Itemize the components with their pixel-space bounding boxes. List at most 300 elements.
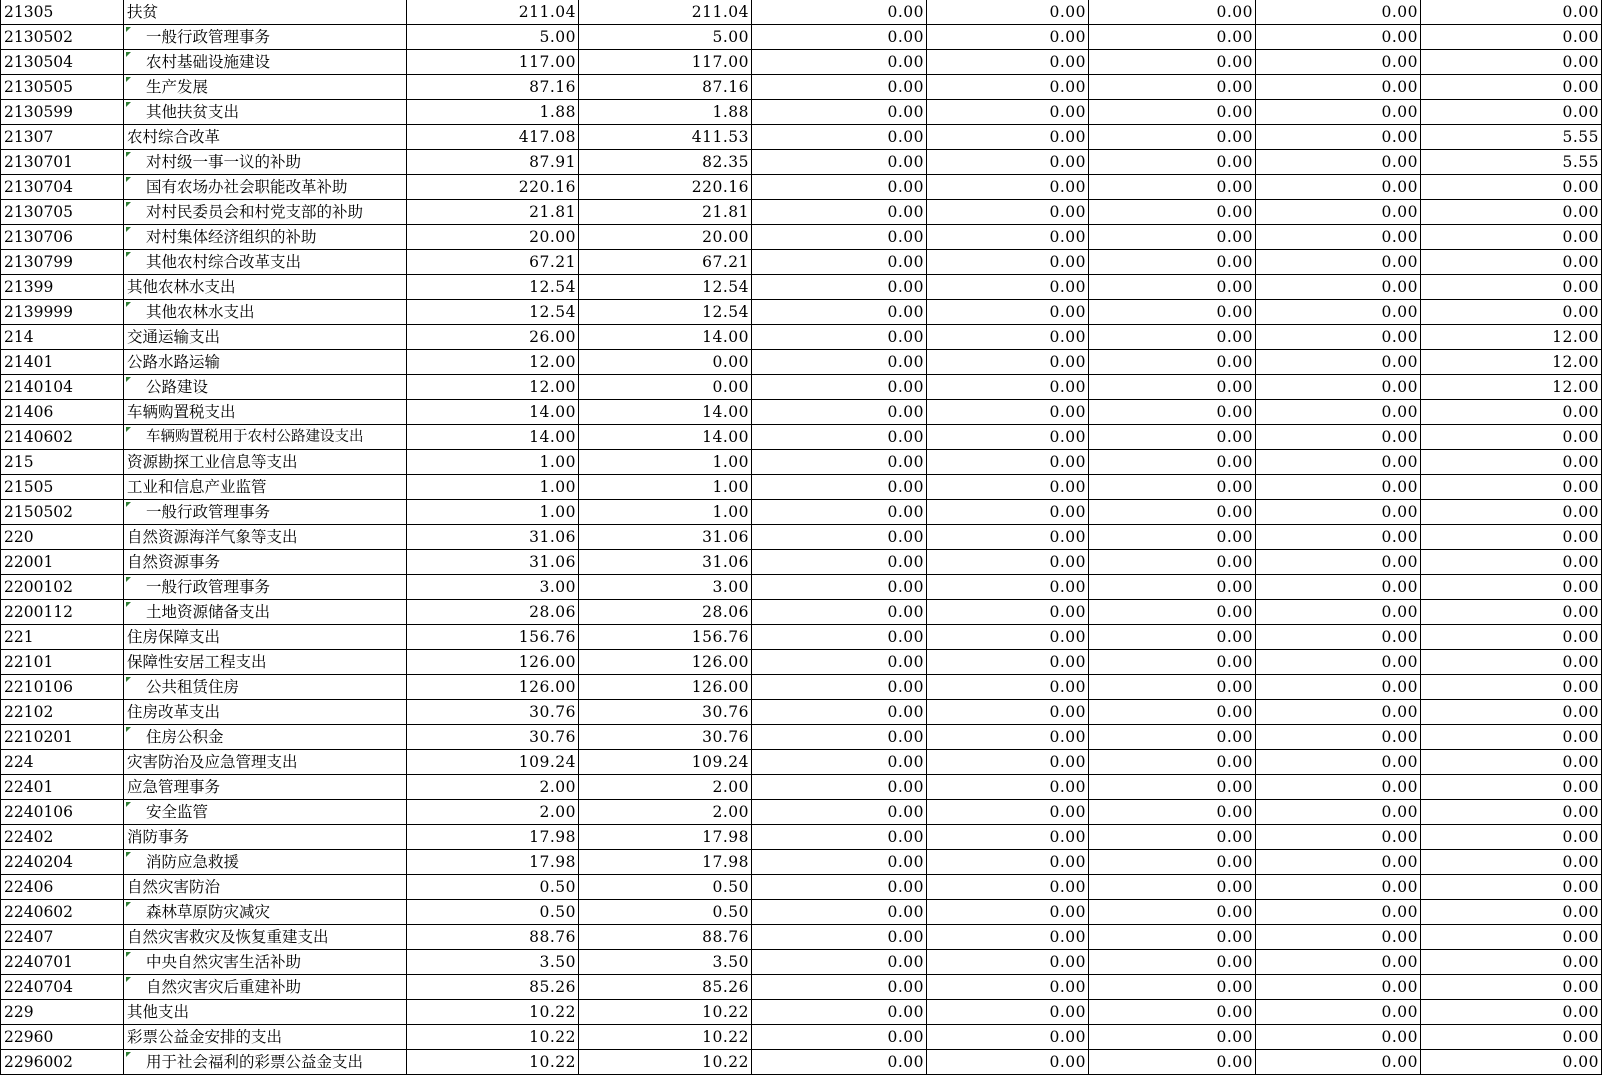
subject-name-cell[interactable]: 对村集体经济组织的补助 (124, 225, 407, 250)
col-3-cell[interactable]: 0.00 (752, 175, 927, 200)
col-3-cell[interactable]: 0.00 (752, 1050, 927, 1075)
col-7-cell[interactable]: 0.00 (1421, 175, 1602, 200)
col-6-cell[interactable]: 0.00 (1256, 75, 1421, 100)
total-amount-cell[interactable]: 12.00 (407, 375, 579, 400)
col-3-cell[interactable]: 0.00 (752, 800, 927, 825)
col-6-cell[interactable]: 0.00 (1256, 175, 1421, 200)
col-7-cell[interactable]: 0.00 (1421, 575, 1602, 600)
subject-name-cell[interactable]: 自然资源事务 (124, 550, 407, 575)
col-5-cell[interactable]: 0.00 (1089, 1000, 1256, 1025)
col-3-cell[interactable]: 0.00 (752, 525, 927, 550)
subject-name-cell[interactable]: 对村民委员会和村党支部的补助 (124, 200, 407, 225)
col-6-cell[interactable]: 0.00 (1256, 975, 1421, 1000)
subject-code-cell[interactable]: 221 (1, 625, 124, 650)
subject-name-cell[interactable]: 一般行政管理事务 (124, 25, 407, 50)
col-6-cell[interactable]: 0.00 (1256, 675, 1421, 700)
subject-code-cell[interactable]: 21406 (1, 400, 124, 425)
subject-code-cell[interactable]: 2130705 (1, 200, 124, 225)
total-amount-cell[interactable]: 31.06 (407, 525, 579, 550)
total-amount-cell[interactable]: 1.00 (407, 500, 579, 525)
subject-code-cell[interactable]: 2240106 (1, 800, 124, 825)
col-5-cell[interactable]: 0.00 (1089, 475, 1256, 500)
col-7-cell[interactable]: 0.00 (1421, 500, 1602, 525)
col-4-cell[interactable]: 0.00 (927, 300, 1089, 325)
col-6-cell[interactable]: 0.00 (1256, 125, 1421, 150)
col-5-cell[interactable]: 0.00 (1089, 550, 1256, 575)
total-amount-cell[interactable]: 10.22 (407, 1000, 579, 1025)
subject-name-cell[interactable]: 一般行政管理事务 (124, 575, 407, 600)
col-4-cell[interactable]: 0.00 (927, 250, 1089, 275)
subject-code-cell[interactable]: 2210201 (1, 725, 124, 750)
col-4-cell[interactable]: 0.00 (927, 775, 1089, 800)
col-3-cell[interactable]: 0.00 (752, 825, 927, 850)
basic-expense-cell[interactable]: 85.26 (579, 975, 752, 1000)
col-6-cell[interactable]: 0.00 (1256, 475, 1421, 500)
col-7-cell[interactable]: 0.00 (1421, 775, 1602, 800)
col-4-cell[interactable]: 0.00 (927, 0, 1089, 25)
col-7-cell[interactable]: 0.00 (1421, 275, 1602, 300)
col-4-cell[interactable]: 0.00 (927, 550, 1089, 575)
col-7-cell[interactable]: 0.00 (1421, 1050, 1602, 1075)
basic-expense-cell[interactable]: 211.04 (579, 0, 752, 25)
col-5-cell[interactable]: 0.00 (1089, 500, 1256, 525)
col-7-cell[interactable]: 0.00 (1421, 650, 1602, 675)
col-5-cell[interactable]: 0.00 (1089, 450, 1256, 475)
subject-code-cell[interactable]: 22101 (1, 650, 124, 675)
col-7-cell[interactable]: 0.00 (1421, 525, 1602, 550)
subject-code-cell[interactable]: 2130505 (1, 75, 124, 100)
col-5-cell[interactable]: 0.00 (1089, 300, 1256, 325)
col-6-cell[interactable]: 0.00 (1256, 625, 1421, 650)
col-4-cell[interactable]: 0.00 (927, 150, 1089, 175)
subject-name-cell[interactable]: 彩票公益金安排的支出 (124, 1025, 407, 1050)
col-3-cell[interactable]: 0.00 (752, 550, 927, 575)
basic-expense-cell[interactable]: 20.00 (579, 225, 752, 250)
basic-expense-cell[interactable]: 82.35 (579, 150, 752, 175)
col-3-cell[interactable]: 0.00 (752, 650, 927, 675)
subject-name-cell[interactable]: 农村综合改革 (124, 125, 407, 150)
col-4-cell[interactable]: 0.00 (927, 450, 1089, 475)
col-3-cell[interactable]: 0.00 (752, 500, 927, 525)
col-3-cell[interactable]: 0.00 (752, 575, 927, 600)
col-5-cell[interactable]: 0.00 (1089, 250, 1256, 275)
col-5-cell[interactable]: 0.00 (1089, 325, 1256, 350)
col-4-cell[interactable]: 0.00 (927, 175, 1089, 200)
col-5-cell[interactable]: 0.00 (1089, 150, 1256, 175)
col-3-cell[interactable]: 0.00 (752, 0, 927, 25)
col-5-cell[interactable]: 0.00 (1089, 950, 1256, 975)
basic-expense-cell[interactable]: 2.00 (579, 800, 752, 825)
col-7-cell[interactable]: 0.00 (1421, 200, 1602, 225)
total-amount-cell[interactable]: 417.08 (407, 125, 579, 150)
basic-expense-cell[interactable]: 67.21 (579, 250, 752, 275)
col-6-cell[interactable]: 0.00 (1256, 725, 1421, 750)
col-5-cell[interactable]: 0.00 (1089, 375, 1256, 400)
col-3-cell[interactable]: 0.00 (752, 600, 927, 625)
col-4-cell[interactable]: 0.00 (927, 675, 1089, 700)
subject-code-cell[interactable]: 220 (1, 525, 124, 550)
basic-expense-cell[interactable]: 0.50 (579, 875, 752, 900)
basic-expense-cell[interactable]: 126.00 (579, 675, 752, 700)
subject-name-cell[interactable]: 灾害防治及应急管理支出 (124, 750, 407, 775)
col-3-cell[interactable]: 0.00 (752, 875, 927, 900)
col-4-cell[interactable]: 0.00 (927, 100, 1089, 125)
col-3-cell[interactable]: 0.00 (752, 625, 927, 650)
basic-expense-cell[interactable]: 3.50 (579, 950, 752, 975)
col-5-cell[interactable]: 0.00 (1089, 25, 1256, 50)
total-amount-cell[interactable]: 21.81 (407, 200, 579, 225)
col-6-cell[interactable]: 0.00 (1256, 750, 1421, 775)
col-6-cell[interactable]: 0.00 (1256, 800, 1421, 825)
col-4-cell[interactable]: 0.00 (927, 50, 1089, 75)
subject-name-cell[interactable]: 资源勘探工业信息等支出 (124, 450, 407, 475)
subject-name-cell[interactable]: 国有农场办社会职能改革补助 (124, 175, 407, 200)
total-amount-cell[interactable]: 17.98 (407, 825, 579, 850)
col-6-cell[interactable]: 0.00 (1256, 400, 1421, 425)
col-6-cell[interactable]: 0.00 (1256, 925, 1421, 950)
col-3-cell[interactable]: 0.00 (752, 225, 927, 250)
total-amount-cell[interactable]: 5.00 (407, 25, 579, 50)
col-6-cell[interactable]: 0.00 (1256, 875, 1421, 900)
total-amount-cell[interactable]: 87.91 (407, 150, 579, 175)
col-5-cell[interactable]: 0.00 (1089, 225, 1256, 250)
subject-name-cell[interactable]: 公共租赁住房 (124, 675, 407, 700)
col-6-cell[interactable]: 0.00 (1256, 300, 1421, 325)
col-7-cell[interactable]: 0.00 (1421, 100, 1602, 125)
subject-code-cell[interactable]: 22406 (1, 875, 124, 900)
subject-name-cell[interactable]: 土地资源储备支出 (124, 600, 407, 625)
total-amount-cell[interactable]: 10.22 (407, 1025, 579, 1050)
col-6-cell[interactable]: 0.00 (1256, 200, 1421, 225)
subject-code-cell[interactable]: 2296002 (1, 1050, 124, 1075)
basic-expense-cell[interactable]: 1.88 (579, 100, 752, 125)
total-amount-cell[interactable]: 2.00 (407, 775, 579, 800)
subject-code-cell[interactable]: 2130799 (1, 250, 124, 275)
col-7-cell[interactable]: 0.00 (1421, 1000, 1602, 1025)
col-3-cell[interactable]: 0.00 (752, 100, 927, 125)
subject-code-cell[interactable]: 2240704 (1, 975, 124, 1000)
col-4-cell[interactable]: 0.00 (927, 975, 1089, 1000)
subject-code-cell[interactable]: 2140104 (1, 375, 124, 400)
col-7-cell[interactable]: 12.00 (1421, 375, 1602, 400)
col-6-cell[interactable]: 0.00 (1256, 350, 1421, 375)
col-4-cell[interactable]: 0.00 (927, 1025, 1089, 1050)
col-4-cell[interactable]: 0.00 (927, 275, 1089, 300)
col-7-cell[interactable]: 0.00 (1421, 800, 1602, 825)
basic-expense-cell[interactable]: 14.00 (579, 400, 752, 425)
total-amount-cell[interactable]: 1.00 (407, 450, 579, 475)
col-5-cell[interactable]: 0.00 (1089, 750, 1256, 775)
col-6-cell[interactable]: 0.00 (1256, 650, 1421, 675)
col-3-cell[interactable]: 0.00 (752, 1000, 927, 1025)
col-3-cell[interactable]: 0.00 (752, 450, 927, 475)
col-4-cell[interactable]: 0.00 (927, 750, 1089, 775)
basic-expense-cell[interactable]: 1.00 (579, 475, 752, 500)
subject-code-cell[interactable]: 2130504 (1, 50, 124, 75)
col-5-cell[interactable]: 0.00 (1089, 200, 1256, 225)
subject-code-cell[interactable]: 2240701 (1, 950, 124, 975)
subject-name-cell[interactable]: 工业和信息产业监管 (124, 475, 407, 500)
total-amount-cell[interactable]: 31.06 (407, 550, 579, 575)
col-4-cell[interactable]: 0.00 (927, 75, 1089, 100)
subject-name-cell[interactable]: 住房改革支出 (124, 700, 407, 725)
col-6-cell[interactable]: 0.00 (1256, 25, 1421, 50)
total-amount-cell[interactable]: 2.00 (407, 800, 579, 825)
col-7-cell[interactable]: 0.00 (1421, 550, 1602, 575)
total-amount-cell[interactable]: 87.16 (407, 75, 579, 100)
col-7-cell[interactable]: 0.00 (1421, 475, 1602, 500)
basic-expense-cell[interactable]: 12.54 (579, 300, 752, 325)
total-amount-cell[interactable]: 12.54 (407, 300, 579, 325)
subject-name-cell[interactable]: 自然灾害救灾及恢复重建支出 (124, 925, 407, 950)
col-5-cell[interactable]: 0.00 (1089, 50, 1256, 75)
basic-expense-cell[interactable]: 10.22 (579, 1025, 752, 1050)
col-4-cell[interactable]: 0.00 (927, 350, 1089, 375)
col-5-cell[interactable]: 0.00 (1089, 350, 1256, 375)
col-4-cell[interactable]: 0.00 (927, 225, 1089, 250)
subject-code-cell[interactable]: 21305 (1, 0, 124, 25)
col-5-cell[interactable]: 0.00 (1089, 100, 1256, 125)
basic-expense-cell[interactable]: 14.00 (579, 325, 752, 350)
subject-code-cell[interactable]: 2130704 (1, 175, 124, 200)
subject-code-cell[interactable]: 224 (1, 750, 124, 775)
total-amount-cell[interactable]: 26.00 (407, 325, 579, 350)
subject-code-cell[interactable]: 2130701 (1, 150, 124, 175)
subject-name-cell[interactable]: 生产发展 (124, 75, 407, 100)
col-7-cell[interactable]: 0.00 (1421, 1025, 1602, 1050)
col-5-cell[interactable]: 0.00 (1089, 925, 1256, 950)
total-amount-cell[interactable]: 67.21 (407, 250, 579, 275)
subject-code-cell[interactable]: 2140602 (1, 425, 124, 450)
col-4-cell[interactable]: 0.00 (927, 900, 1089, 925)
basic-expense-cell[interactable]: 2.00 (579, 775, 752, 800)
col-6-cell[interactable]: 0.00 (1256, 225, 1421, 250)
col-6-cell[interactable]: 0.00 (1256, 450, 1421, 475)
col-7-cell[interactable]: 0.00 (1421, 725, 1602, 750)
col-3-cell[interactable]: 0.00 (752, 125, 927, 150)
subject-name-cell[interactable]: 消防应急救援 (124, 850, 407, 875)
subject-code-cell[interactable]: 2130599 (1, 100, 124, 125)
col-4-cell[interactable]: 0.00 (927, 625, 1089, 650)
col-4-cell[interactable]: 0.00 (927, 875, 1089, 900)
col-3-cell[interactable]: 0.00 (752, 925, 927, 950)
col-3-cell[interactable]: 0.00 (752, 675, 927, 700)
col-7-cell[interactable]: 0.00 (1421, 675, 1602, 700)
col-7-cell[interactable]: 0.00 (1421, 25, 1602, 50)
col-4-cell[interactable]: 0.00 (927, 1000, 1089, 1025)
col-3-cell[interactable]: 0.00 (752, 275, 927, 300)
subject-name-cell[interactable]: 自然灾害灾后重建补助 (124, 975, 407, 1000)
col-4-cell[interactable]: 0.00 (927, 425, 1089, 450)
col-4-cell[interactable]: 0.00 (927, 925, 1089, 950)
subject-name-cell[interactable]: 其他农林水支出 (124, 300, 407, 325)
col-7-cell[interactable]: 0.00 (1421, 900, 1602, 925)
col-5-cell[interactable]: 0.00 (1089, 575, 1256, 600)
subject-name-cell[interactable]: 车辆购置税用于农村公路建设支出 (124, 425, 407, 450)
col-3-cell[interactable]: 0.00 (752, 425, 927, 450)
total-amount-cell[interactable]: 88.76 (407, 925, 579, 950)
basic-expense-cell[interactable]: 30.76 (579, 725, 752, 750)
basic-expense-cell[interactable]: 17.98 (579, 825, 752, 850)
col-4-cell[interactable]: 0.00 (927, 700, 1089, 725)
col-5-cell[interactable]: 0.00 (1089, 0, 1256, 25)
col-7-cell[interactable]: 0.00 (1421, 50, 1602, 75)
basic-expense-cell[interactable]: 0.00 (579, 350, 752, 375)
basic-expense-cell[interactable]: 31.06 (579, 550, 752, 575)
col-7-cell[interactable]: 0.00 (1421, 250, 1602, 275)
col-6-cell[interactable]: 0.00 (1256, 100, 1421, 125)
col-5-cell[interactable]: 0.00 (1089, 775, 1256, 800)
subject-name-cell[interactable]: 公路水路运输 (124, 350, 407, 375)
basic-expense-cell[interactable]: 0.00 (579, 375, 752, 400)
col-4-cell[interactable]: 0.00 (927, 825, 1089, 850)
col-4-cell[interactable]: 0.00 (927, 950, 1089, 975)
col-7-cell[interactable]: 5.55 (1421, 125, 1602, 150)
col-4-cell[interactable]: 0.00 (927, 850, 1089, 875)
subject-code-cell[interactable]: 22960 (1, 1025, 124, 1050)
basic-expense-cell[interactable]: 3.00 (579, 575, 752, 600)
col-7-cell[interactable]: 0.00 (1421, 925, 1602, 950)
basic-expense-cell[interactable]: 21.81 (579, 200, 752, 225)
col-5-cell[interactable]: 0.00 (1089, 675, 1256, 700)
subject-code-cell[interactable]: 22001 (1, 550, 124, 575)
subject-name-cell[interactable]: 用于社会福利的彩票公益金支出 (124, 1050, 407, 1075)
basic-expense-cell[interactable]: 117.00 (579, 50, 752, 75)
basic-expense-cell[interactable]: 88.76 (579, 925, 752, 950)
basic-expense-cell[interactable]: 31.06 (579, 525, 752, 550)
col-4-cell[interactable]: 0.00 (927, 200, 1089, 225)
col-7-cell[interactable]: 0.00 (1421, 400, 1602, 425)
col-3-cell[interactable]: 0.00 (752, 375, 927, 400)
col-7-cell[interactable]: 0.00 (1421, 600, 1602, 625)
subject-code-cell[interactable]: 2200112 (1, 600, 124, 625)
total-amount-cell[interactable]: 1.00 (407, 475, 579, 500)
col-5-cell[interactable]: 0.00 (1089, 650, 1256, 675)
col-5-cell[interactable]: 0.00 (1089, 75, 1256, 100)
col-6-cell[interactable]: 0.00 (1256, 150, 1421, 175)
col-4-cell[interactable]: 0.00 (927, 25, 1089, 50)
col-4-cell[interactable]: 0.00 (927, 125, 1089, 150)
col-5-cell[interactable]: 0.00 (1089, 275, 1256, 300)
subject-name-cell[interactable]: 住房保障支出 (124, 625, 407, 650)
col-3-cell[interactable]: 0.00 (752, 900, 927, 925)
col-3-cell[interactable]: 0.00 (752, 1025, 927, 1050)
col-6-cell[interactable]: 0.00 (1256, 575, 1421, 600)
col-6-cell[interactable]: 0.00 (1256, 500, 1421, 525)
subject-name-cell[interactable]: 交通运输支出 (124, 325, 407, 350)
col-5-cell[interactable]: 0.00 (1089, 625, 1256, 650)
col-4-cell[interactable]: 0.00 (927, 650, 1089, 675)
subject-name-cell[interactable]: 其他农村综合改革支出 (124, 250, 407, 275)
col-3-cell[interactable]: 0.00 (752, 750, 927, 775)
col-3-cell[interactable]: 0.00 (752, 775, 927, 800)
col-4-cell[interactable]: 0.00 (927, 725, 1089, 750)
col-5-cell[interactable]: 0.00 (1089, 525, 1256, 550)
basic-expense-cell[interactable]: 12.54 (579, 275, 752, 300)
total-amount-cell[interactable]: 126.00 (407, 650, 579, 675)
basic-expense-cell[interactable]: 126.00 (579, 650, 752, 675)
total-amount-cell[interactable]: 14.00 (407, 400, 579, 425)
col-3-cell[interactable]: 0.00 (752, 950, 927, 975)
col-5-cell[interactable]: 0.00 (1089, 800, 1256, 825)
col-3-cell[interactable]: 0.00 (752, 150, 927, 175)
col-7-cell[interactable]: 0.00 (1421, 975, 1602, 1000)
basic-expense-cell[interactable]: 28.06 (579, 600, 752, 625)
col-7-cell[interactable]: 0.00 (1421, 0, 1602, 25)
subject-code-cell[interactable]: 21401 (1, 350, 124, 375)
col-6-cell[interactable]: 0.00 (1256, 1000, 1421, 1025)
col-4-cell[interactable]: 0.00 (927, 800, 1089, 825)
col-7-cell[interactable]: 0.00 (1421, 425, 1602, 450)
subject-name-cell[interactable]: 扶贫 (124, 0, 407, 25)
col-3-cell[interactable]: 0.00 (752, 400, 927, 425)
subject-name-cell[interactable]: 森林草原防灾减灾 (124, 900, 407, 925)
subject-name-cell[interactable]: 住房公积金 (124, 725, 407, 750)
col-5-cell[interactable]: 0.00 (1089, 725, 1256, 750)
col-4-cell[interactable]: 0.00 (927, 400, 1089, 425)
subject-name-cell[interactable]: 其他扶贫支出 (124, 100, 407, 125)
col-4-cell[interactable]: 0.00 (927, 600, 1089, 625)
subject-code-cell[interactable]: 214 (1, 325, 124, 350)
subject-code-cell[interactable]: 2210106 (1, 675, 124, 700)
col-6-cell[interactable]: 0.00 (1256, 775, 1421, 800)
col-6-cell[interactable]: 0.00 (1256, 600, 1421, 625)
col-5-cell[interactable]: 0.00 (1089, 125, 1256, 150)
basic-expense-cell[interactable]: 17.98 (579, 850, 752, 875)
total-amount-cell[interactable]: 17.98 (407, 850, 579, 875)
col-5-cell[interactable]: 0.00 (1089, 850, 1256, 875)
col-6-cell[interactable]: 0.00 (1256, 0, 1421, 25)
total-amount-cell[interactable]: 109.24 (407, 750, 579, 775)
subject-name-cell[interactable]: 自然灾害防治 (124, 875, 407, 900)
col-6-cell[interactable]: 0.00 (1256, 950, 1421, 975)
total-amount-cell[interactable]: 28.06 (407, 600, 579, 625)
col-6-cell[interactable]: 0.00 (1256, 275, 1421, 300)
subject-name-cell[interactable]: 保障性安居工程支出 (124, 650, 407, 675)
subject-code-cell[interactable]: 22401 (1, 775, 124, 800)
col-5-cell[interactable]: 0.00 (1089, 875, 1256, 900)
total-amount-cell[interactable]: 12.54 (407, 275, 579, 300)
subject-name-cell[interactable]: 应急管理事务 (124, 775, 407, 800)
col-6-cell[interactable]: 0.00 (1256, 1050, 1421, 1075)
col-7-cell[interactable]: 0.00 (1421, 850, 1602, 875)
col-3-cell[interactable]: 0.00 (752, 75, 927, 100)
total-amount-cell[interactable]: 3.00 (407, 575, 579, 600)
subject-code-cell[interactable]: 22102 (1, 700, 124, 725)
subject-code-cell[interactable]: 2200102 (1, 575, 124, 600)
basic-expense-cell[interactable]: 10.22 (579, 1000, 752, 1025)
col-6-cell[interactable]: 0.00 (1256, 825, 1421, 850)
col-3-cell[interactable]: 0.00 (752, 250, 927, 275)
total-amount-cell[interactable]: 1.88 (407, 100, 579, 125)
col-6-cell[interactable]: 0.00 (1256, 425, 1421, 450)
subject-name-cell[interactable]: 一般行政管理事务 (124, 500, 407, 525)
total-amount-cell[interactable]: 156.76 (407, 625, 579, 650)
subject-name-cell[interactable]: 其他支出 (124, 1000, 407, 1025)
col-3-cell[interactable]: 0.00 (752, 475, 927, 500)
col-4-cell[interactable]: 0.00 (927, 375, 1089, 400)
col-7-cell[interactable]: 12.00 (1421, 350, 1602, 375)
col-5-cell[interactable]: 0.00 (1089, 425, 1256, 450)
subject-code-cell[interactable]: 2130502 (1, 25, 124, 50)
col-6-cell[interactable]: 0.00 (1256, 50, 1421, 75)
subject-code-cell[interactable]: 2150502 (1, 500, 124, 525)
subject-code-cell[interactable]: 2139999 (1, 300, 124, 325)
basic-expense-cell[interactable]: 411.53 (579, 125, 752, 150)
col-5-cell[interactable]: 0.00 (1089, 400, 1256, 425)
basic-expense-cell[interactable]: 5.00 (579, 25, 752, 50)
col-5-cell[interactable]: 0.00 (1089, 1025, 1256, 1050)
